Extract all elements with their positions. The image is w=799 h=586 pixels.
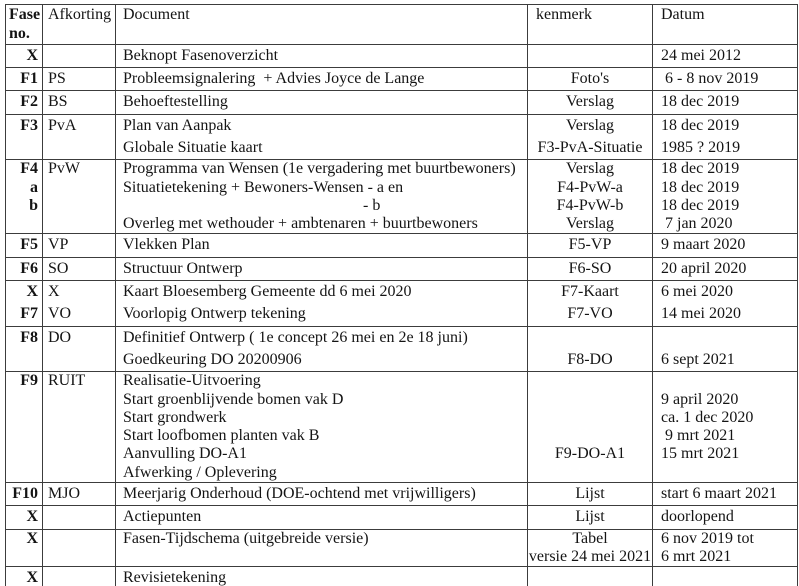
cell-line: Afwerking / Oplevering [123,463,277,481]
cell-line: Definitief Ontwerp ( 1e concept 26 mei en 2e 18 juni) [123,328,468,346]
cell-datum [653,160,798,234]
cell-line [528,427,652,445]
cell-fase [6,281,43,327]
cell-line: 6 sept 2021 [661,350,735,368]
cell-afkorting [43,372,116,483]
cell-line: X [26,283,38,301]
cell-line: X [48,283,60,301]
cell-afkorting [43,567,116,586]
cell-document [116,44,528,67]
cell-line: Realisatie-Uitvoering [123,372,261,390]
cell-line: a [30,178,38,196]
cell-line: X [26,569,38,586]
cell-fase [6,44,43,67]
header-datum: Datum [653,5,798,45]
cell-line: Goedkeuring DO 20200906 [123,350,302,368]
cell-line: b [29,196,38,214]
header-fase-line2: no. [9,25,30,43]
cell-fase [6,91,43,114]
cell-fase [6,326,43,372]
table-row [6,68,798,91]
cell-line: VO [48,305,72,323]
cell-document [116,567,528,586]
cell-line: versie 24 mei 2021 [528,547,652,565]
cell-line: Actiepunten [123,508,202,526]
cell-line: Start grondwerk [123,408,227,426]
cell-line: 6 mei 2020 [661,283,733,301]
table-header [6,5,798,45]
cell-line: Tabel [572,529,608,547]
cell-line: 1985 ? 2019 [661,139,741,156]
cell-line: - b [123,196,381,214]
cell-line: Verslag [566,215,614,233]
cell-line: Aanvulling DO-A1 [123,445,247,463]
cell-kenmerk [528,326,653,372]
cell-line: 6 nov 2019 tot [661,529,754,547]
cell-document [116,68,528,91]
cell-line: 18 dec 2019 [661,196,740,214]
cell-document [116,506,528,529]
table-row [6,372,798,483]
cell-afkorting [43,257,116,280]
cell-document [116,91,528,114]
cell-line: F4 [20,160,38,178]
cell-fase [6,483,43,506]
cell-line: 6 mrt 2021 [661,547,732,565]
cell-kenmerk [528,506,653,529]
cell-line: F5-VP [568,236,612,254]
cell-afkorting [43,44,116,67]
cell-line: X [26,529,38,547]
cell-kenmerk [528,567,653,586]
cell-afkorting [43,529,116,567]
cell-line: Behoeftestelling [123,93,228,111]
cell-line: 14 mei 2020 [661,305,741,323]
cell-line: Overleg met wethouder + ambtenaren + buurtbewoners [123,215,478,233]
cell-line: Meerjarig Onderhoud (DOE-ochtend met vrijwilligers) [123,485,476,503]
table-row [6,160,798,234]
cell-line: F2 [20,93,38,111]
cell-document [116,114,528,160]
cell-line: F7-VO [567,305,613,323]
cell-line: 20 april 2020 [661,259,747,277]
cell-line: VP [48,236,69,254]
cell-line: 7 jan 2020 [661,215,733,233]
cell-line: PS [48,70,66,88]
header-row [6,5,798,45]
cell-line: ca. 1 dec 2020 [661,408,754,426]
cell-line: 24 mei 2012 [661,46,741,64]
table-row [6,506,798,529]
table-row [6,567,798,586]
cell-line: Verslag [566,93,614,111]
cell-line: F7-Kaart [561,283,619,301]
cell-line [48,530,115,548]
cell-line [528,464,652,482]
cell-line: Plan van Aanpak [123,116,232,134]
cell-line: Verslag [566,160,614,178]
cell-line: doorlopend [661,508,734,526]
table-row [6,44,798,67]
cell-datum [653,567,798,586]
header-kenmerk: kenmerk [528,5,653,45]
cell-line: 6 - 8 nov 2019 [661,70,759,88]
cell-line: 18 dec 2019 [661,93,740,111]
cell-datum [653,91,798,114]
cell-kenmerk [528,44,653,67]
cell-line [48,45,115,67]
cell-line: Fasen-Tijdschema (uitgebreide versie) [123,529,369,547]
cell-line: Verslag [566,116,614,134]
cell-line: 18 dec 2019 [661,160,740,178]
cell-line: F8-DO [567,350,613,368]
header-document: Document [116,5,528,45]
cell-line [528,372,652,390]
cell-fase [6,567,43,586]
cell-document [116,281,528,327]
table-row [6,529,798,567]
cell-line: Vlekken Plan [123,236,210,254]
cell-afkorting [43,281,116,327]
table-row [6,326,798,372]
cell-line: F6 [20,259,38,277]
cell-fase [6,114,43,160]
table-row [6,257,798,280]
cell-line: Situatietekening + Bewoners-Wensen - a en [123,178,404,196]
cell-document [116,326,528,372]
cell-line [661,372,797,390]
cell-document [116,257,528,280]
header-fase-line1: Fase [9,6,41,23]
cell-kenmerk [528,257,653,280]
cell-line: 9 april 2020 [661,390,739,408]
cell-kenmerk [528,529,653,567]
cell-datum [653,257,798,280]
cell-line: DO [48,328,72,346]
cell-datum [653,44,798,67]
cell-line: Lijst [575,508,605,526]
cell-line: Beknopt Fasenoverzicht [123,46,279,64]
cell-line: PvA [48,116,77,134]
cell-afkorting [43,68,116,91]
cell-line [528,327,652,349]
cell-line: SO [48,259,69,277]
cell-line: Voorlopig Ontwerp tekening [123,305,306,323]
cell-line: Foto's [570,70,610,88]
cell-afkorting [43,160,116,234]
cell-kenmerk [528,234,653,257]
cell-line: 9 maart 2020 [661,236,746,254]
cell-line: Kaart Bloesemberg Gemeente dd 6 mei 2020 [123,283,412,301]
fasen-overzicht-table [5,4,798,586]
header-fase-no [6,5,43,45]
cell-fase [6,529,43,567]
table-row [6,91,798,114]
cell-afkorting [43,91,116,114]
cell-line [528,391,652,409]
cell-datum [653,234,798,257]
cell-line: F5 [20,236,38,254]
cell-line: X [26,46,38,64]
cell-document [116,234,528,257]
cell-kenmerk [528,91,653,114]
cell-fase [6,372,43,483]
cell-line [528,45,652,67]
cell-line: Lijst [575,485,605,503]
cell-kenmerk [528,483,653,506]
cell-line: F8 [20,328,38,346]
cell-kenmerk [528,114,653,160]
cell-datum [653,326,798,372]
cell-afkorting [43,506,116,529]
cell-line: Structuur Ontwerp [123,259,243,277]
cell-datum [653,281,798,327]
cell-line: F4-PvW-a [557,178,623,196]
cell-document [116,483,528,506]
cell-line: 9 mrt 2021 [661,427,736,445]
cell-line [48,506,115,528]
cell-line: start 6 maart 2021 [661,485,777,503]
cell-line: F7 [20,305,38,323]
cell-line: Probleemsignalering + Advies Joyce de Lange [123,70,425,88]
cell-datum [653,506,798,529]
cell-kenmerk [528,372,653,483]
cell-document [116,372,528,483]
cell-kenmerk [528,68,653,91]
cell-line: X [26,508,38,526]
cell-fase [6,234,43,257]
cell-fase [6,257,43,280]
cell-datum [653,483,798,506]
table-row [6,483,798,506]
table-row [6,281,798,327]
cell-line: MJO [48,485,81,503]
cell-document [116,160,528,234]
cell-afkorting [43,234,116,257]
cell-line: F3-PvA-Situatie [537,139,643,156]
table-row [6,234,798,257]
table-body [6,44,798,586]
cell-line: F3 [20,116,38,134]
cell-line: PvW [48,160,80,178]
cell-line: F9 [20,372,38,390]
table-row [6,114,798,160]
cell-datum [653,529,798,567]
cell-line [528,567,652,586]
cell-line: Programma van Wensen (1e vergadering met buurtbewoners) [123,160,516,178]
cell-line: F1 [20,70,38,88]
cell-afkorting [43,326,116,372]
cell-line: 18 dec 2019 [661,116,740,134]
cell-kenmerk [528,281,653,327]
cell-line: Start loofbomen planten vak B [123,427,320,445]
cell-line [661,567,797,586]
cell-line: Start groenblijvende bomen vak D [123,390,344,408]
cell-fase [6,506,43,529]
cell-line: Globale Situatie kaart [123,139,263,156]
cell-line: F4-PvW-b [556,196,624,214]
cell-afkorting [43,114,116,160]
cell-datum [653,372,798,483]
cell-line [48,567,115,586]
cell-document [116,529,528,567]
cell-line: 18 dec 2019 [661,178,740,196]
cell-line [661,327,797,349]
cell-line: BS [48,93,68,111]
cell-line: 15 mrt 2021 [661,445,740,463]
header-afkorting: Afkorting [43,5,116,45]
cell-line: F10 [12,485,38,503]
cell-afkorting [43,483,116,506]
cell-datum [653,114,798,160]
cell-kenmerk [528,160,653,234]
cell-fase [6,160,43,234]
cell-line [661,464,797,482]
cell-line: Revisietekening [123,569,227,586]
cell-datum [653,68,798,91]
cell-fase [6,68,43,91]
cell-line [528,409,652,427]
cell-line: RUIT [48,372,86,390]
cell-line: F6-SO [568,259,612,277]
cell-line: F9-DO-A1 [554,445,626,463]
